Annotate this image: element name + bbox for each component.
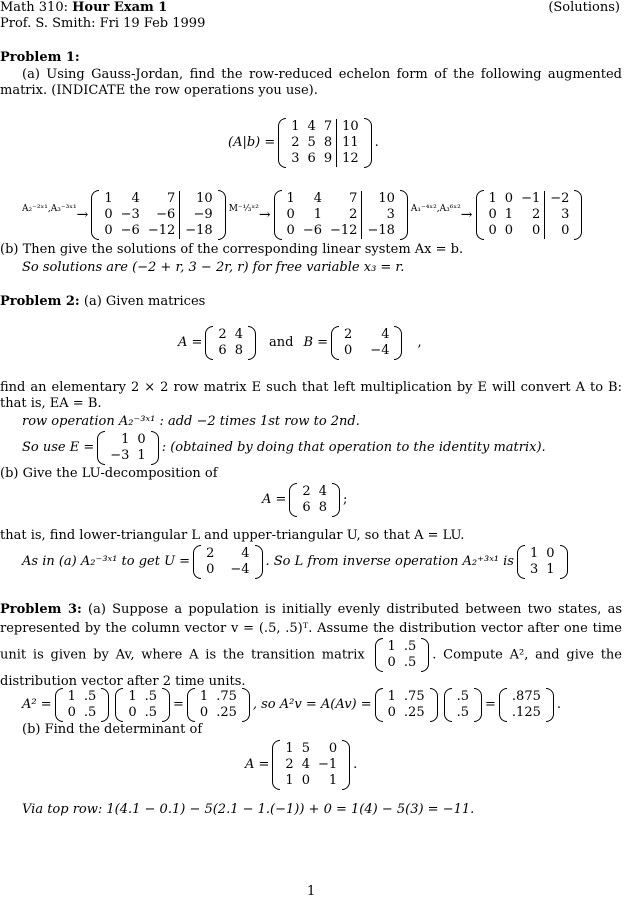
m0-cell: 1 xyxy=(291,119,300,134)
A2sq2-cell: 1 xyxy=(387,689,396,704)
U-cell: 2 xyxy=(206,546,215,561)
A2-cell: 8 xyxy=(318,500,327,515)
A2-cell: 2 xyxy=(302,484,311,499)
D-cell: 1 xyxy=(285,773,294,788)
B-label: B = xyxy=(303,335,329,350)
v-cell: .5 xyxy=(456,689,470,704)
course-label: Math 310: xyxy=(0,0,68,15)
lu-matrix-line xyxy=(262,483,347,517)
A2sq-cell: .25 xyxy=(216,705,237,720)
problem-1-title: Problem 1: xyxy=(0,50,80,65)
matrix-T2 xyxy=(115,688,170,722)
T-cell: .5 xyxy=(403,639,417,654)
m1-cell: 1 xyxy=(104,191,113,206)
m0-cell: 4 xyxy=(307,119,316,134)
T-cell: .5 xyxy=(403,655,417,670)
row-operation-text: row operation A₂⁻³ˣ¹ : add −2 times 1st row to 2nd. xyxy=(22,414,360,429)
m3-cell: 1 xyxy=(504,207,514,222)
problem-2-intro: (a) Given matrices xyxy=(83,294,206,309)
m0-cell: 7 xyxy=(323,119,333,134)
E-matrix-line xyxy=(22,431,546,465)
m2-cell: 7 xyxy=(349,191,358,206)
D-cell: 5 xyxy=(301,741,310,756)
row-op-1: A₂⁻²ˣ¹,A₃⁻³ˣ¹ xyxy=(22,204,77,214)
equals-sign-2: = xyxy=(485,697,496,712)
determinant-matrix-line xyxy=(245,740,357,790)
row-op-3: A₁⁻⁴ˣ²,A₃⁶ˣ² xyxy=(410,204,461,214)
arrow-icon: → xyxy=(460,207,473,223)
U-cell: −4 xyxy=(230,562,250,577)
m0-cell: 10 xyxy=(337,119,363,135)
m0-cell: 12 xyxy=(337,151,363,167)
matrix-transition xyxy=(375,638,430,672)
D-cell: 2 xyxy=(285,757,294,772)
problem-1-b-text: (b) Then give the solutions of the corresponding linear system Ax = b. xyxy=(0,242,464,257)
D-cell: 0 xyxy=(328,741,338,756)
augmented-matrix-equation xyxy=(228,118,379,168)
problem-2-b-text: (b) Give the LU-decomposition of xyxy=(0,466,218,481)
problem-3-title: Problem 3: xyxy=(0,602,82,617)
m2-cell: 0 xyxy=(286,207,295,222)
problem-3-b-text: (b) Find the determinant of xyxy=(22,722,203,737)
E-cell: 0 xyxy=(137,432,146,447)
v-cell: .5 xyxy=(456,705,470,720)
exam-title: Hour Exam 1 xyxy=(72,0,168,15)
m2-cell: 4 xyxy=(313,191,322,206)
matrix-A2 xyxy=(289,483,340,517)
a-squared-label: A² = xyxy=(22,697,52,712)
m3-cell: 0 xyxy=(504,223,514,238)
m2-cell: 1 xyxy=(286,191,295,206)
D-label: A = xyxy=(245,757,270,772)
m3-cell: 0 xyxy=(488,223,497,238)
D-cell: 0 xyxy=(301,773,310,788)
lu-answer-line xyxy=(22,545,571,579)
m3-cell: 3 xyxy=(545,207,574,223)
T2-cell: 1 xyxy=(128,689,137,704)
problem-1-a-text: (a) Using Gauss-Jordan, find the row-reduced echelon form of the following augmented matrix. (INDICATE the row operations you use). xyxy=(0,67,622,98)
lu-answer-pre: As in (a) A₂⁻³ˣ¹ to get U = xyxy=(22,554,191,569)
res-cell: .875 xyxy=(511,689,541,704)
U-cell: 0 xyxy=(206,562,215,577)
T1-cell: .5 xyxy=(83,689,97,704)
m2-cell: 10 xyxy=(362,191,399,207)
m2-cell: 2 xyxy=(349,207,358,222)
A2sq2-cell: 0 xyxy=(387,705,396,720)
A-cell: 2 xyxy=(218,327,227,342)
m1-cell: 7 xyxy=(166,191,176,206)
L-cell: 1 xyxy=(546,562,555,577)
problem-3-a-paragraph xyxy=(0,600,622,691)
m3-cell: 0 xyxy=(545,223,574,239)
m3-cell: −1 xyxy=(521,191,541,206)
period: . xyxy=(374,135,379,150)
A-cell: 8 xyxy=(234,343,243,358)
problem-2-title: Problem 2: xyxy=(0,294,80,309)
L-cell: 1 xyxy=(529,546,539,561)
m2-cell: 1 xyxy=(313,207,322,222)
T1-cell: .5 xyxy=(83,705,97,720)
matrix-L xyxy=(517,545,568,579)
vector-v xyxy=(444,688,482,722)
problem-2-a-text: find an elementary 2 × 2 row matrix E such that left multiplication by E will convert A to B: that is, EA = B. xyxy=(0,380,622,411)
m0-cell: 6 xyxy=(307,151,316,166)
m1-cell: 10 xyxy=(180,191,217,207)
augmented-lhs: (A|b) = xyxy=(228,135,276,150)
A-cell: 4 xyxy=(234,327,243,342)
res-cell: .125 xyxy=(511,705,541,720)
matrix-A-squared xyxy=(187,688,250,722)
E-cell: 1 xyxy=(121,432,130,447)
m3-cell: 2 xyxy=(531,207,541,222)
and-word: and xyxy=(268,335,294,350)
m1-cell: −9 xyxy=(180,207,217,223)
A2-cell: 4 xyxy=(318,484,327,499)
B-cell: 0 xyxy=(344,343,353,358)
T1-cell: 1 xyxy=(67,689,76,704)
author-date: Prof. S. Smith: Fri 19 Feb 1999 xyxy=(0,16,206,31)
problem-3-a-tail: . Compute A², and give the distribution vector after 2 time units. xyxy=(0,647,622,689)
A2sq2-cell: .25 xyxy=(403,705,425,720)
matrix-0 xyxy=(278,118,371,168)
m0-cell: 3 xyxy=(291,151,300,166)
solutions-label: (Solutions) xyxy=(548,0,620,15)
D-cell: 1 xyxy=(328,773,338,788)
m2-cell: 0 xyxy=(286,223,295,238)
arrow-icon: → xyxy=(76,207,89,223)
m3-cell: 1 xyxy=(488,191,497,206)
comma: , xyxy=(417,335,422,350)
determinant-answer: Via top row: 1(4.1 − 0.1) − 5(2.1 − 1.(−1)) + 0 = 1(4) − 5(3) = −11. xyxy=(22,802,475,817)
vector-result xyxy=(499,688,554,722)
lu-answer-mid: . So L from inverse operation A₂⁺³ˣ¹ is xyxy=(265,554,514,569)
A2sq-cell: 0 xyxy=(199,705,209,720)
m2-cell: −6 xyxy=(302,223,322,238)
matrix-B xyxy=(331,326,402,360)
B-cell: −4 xyxy=(370,343,390,358)
m1-cell: 4 xyxy=(131,191,140,206)
m1-cell: −6 xyxy=(120,223,140,238)
m0-cell: 2 xyxy=(291,135,300,150)
page-number: 1 xyxy=(307,884,316,899)
m2-cell: 3 xyxy=(362,207,399,223)
A2sq-cell: 1 xyxy=(199,689,209,704)
B-cell: 4 xyxy=(381,327,390,342)
given-matrices xyxy=(178,326,422,360)
so-text: , so A²v = A(Av) = xyxy=(252,697,372,712)
m1-cell: −18 xyxy=(180,223,217,239)
problem-1-b-answer: So solutions are (−2 + r, 3 − 2r, r) for free variable x₃ = r. xyxy=(22,260,405,275)
m1-cell: 0 xyxy=(104,223,113,238)
so-use-label: So use E = xyxy=(22,440,95,455)
period: . xyxy=(556,697,562,712)
m0-cell: 5 xyxy=(307,135,316,150)
matrix-3 xyxy=(476,190,583,240)
U-cell: 4 xyxy=(241,546,250,561)
arrow-icon: → xyxy=(258,207,271,223)
m2-cell: −18 xyxy=(362,223,399,239)
m1-cell: −3 xyxy=(120,207,140,222)
so-use-tail: : (obtained by doing that operation to the identity matrix). xyxy=(161,440,546,455)
A2sq-cell: .75 xyxy=(216,689,237,704)
row-reduction-chain xyxy=(22,190,585,240)
m0-cell: 9 xyxy=(323,151,333,166)
equals-sign: = xyxy=(173,697,184,712)
matrix-A xyxy=(205,326,256,360)
T2-cell: 0 xyxy=(128,705,137,720)
problem-3-a-text: (a) Suppose a population is initially evenly distributed between two states, as represented by the column vector v = (.5, .5)ᵀ. Assume the distribution vector after one time unit is given by Av, where A is the transition matrix xyxy=(0,602,622,663)
matrix-E xyxy=(97,431,158,465)
D-cell: −1 xyxy=(317,757,338,772)
m1-cell: −6 xyxy=(156,207,176,222)
period: . xyxy=(353,757,358,772)
matrix-A-squared-2 xyxy=(375,688,438,722)
L-cell: 3 xyxy=(529,562,539,577)
B-cell: 2 xyxy=(344,327,353,342)
m0-cell: 11 xyxy=(337,135,363,151)
row-op-2: M⁻¹⁄₃ˣ² xyxy=(228,204,259,214)
matrix-2 xyxy=(274,190,408,240)
E-cell: 1 xyxy=(137,448,146,463)
T-cell: 1 xyxy=(387,639,396,654)
problem-2-heading xyxy=(0,294,205,310)
m3-cell: 0 xyxy=(488,207,497,222)
m1-cell: −12 xyxy=(147,223,176,238)
matrix-1 xyxy=(91,190,225,240)
matrix-U xyxy=(193,545,262,579)
semicolon: ; xyxy=(342,492,348,507)
m3-cell: −2 xyxy=(545,191,574,207)
T2-cell: .5 xyxy=(144,705,157,720)
m3-cell: 0 xyxy=(531,223,541,238)
a-squared-line xyxy=(22,688,561,722)
T1-cell: 0 xyxy=(67,705,76,720)
course-header xyxy=(0,0,167,16)
m2-cell: −12 xyxy=(330,223,358,238)
E-cell: −3 xyxy=(110,448,130,463)
D-cell: 1 xyxy=(285,741,294,756)
A2-label: A = xyxy=(262,492,287,507)
matrix-T1 xyxy=(55,688,110,722)
A2sq2-cell: .75 xyxy=(403,689,425,704)
matrix-D xyxy=(272,740,350,790)
D-cell: 4 xyxy=(301,757,310,772)
m3-cell: 0 xyxy=(504,191,514,206)
L-cell: 0 xyxy=(546,546,555,561)
T2-cell: .5 xyxy=(144,689,157,704)
A2-cell: 6 xyxy=(302,500,311,515)
m0-cell: 8 xyxy=(323,135,333,150)
T-cell: 0 xyxy=(387,655,396,670)
problem-2-b-text2: that is, find lower-triangular L and upper-triangular U, so that A = LU. xyxy=(0,528,465,543)
m1-cell: 0 xyxy=(104,207,113,222)
A-cell: 6 xyxy=(218,343,227,358)
A-label: A = xyxy=(178,335,203,350)
